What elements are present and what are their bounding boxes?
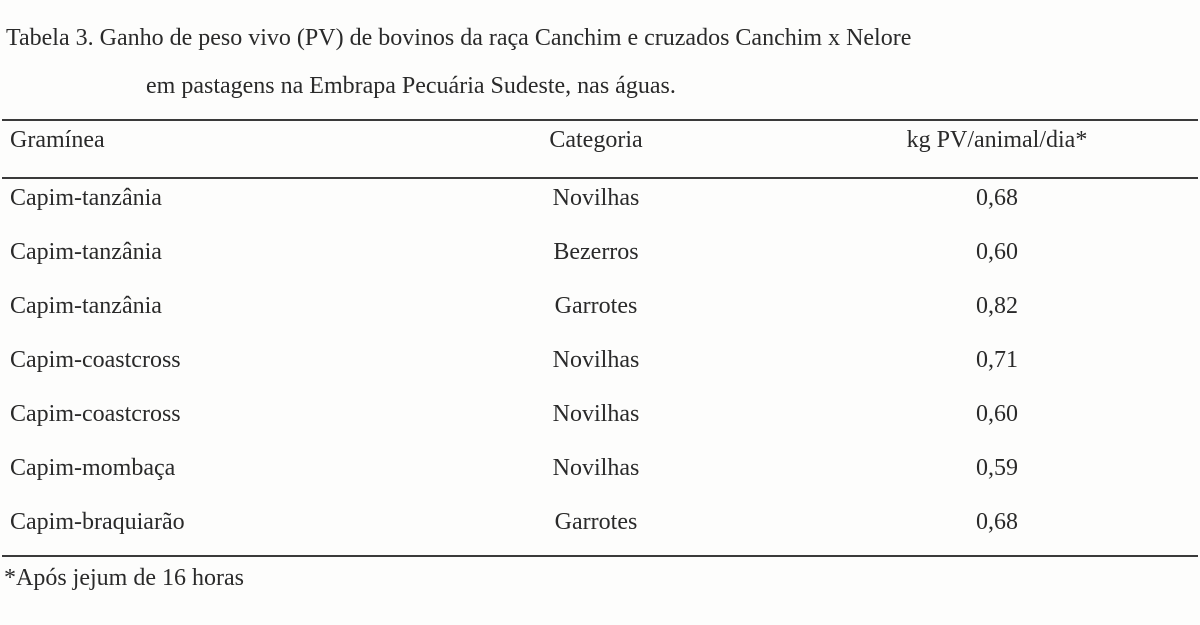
table-caption (6, 14, 1196, 110)
table-cell-ganho: 0,59 (976, 455, 1018, 481)
table-cell-ganho: 0,71 (976, 347, 1018, 373)
table-cell-categoria: Novilhas (552, 185, 640, 211)
table-cell-categoria: Novilhas (552, 455, 640, 481)
table-cell-graminea: Capim-mombaça (10, 455, 176, 481)
table-cell-ganho: 0,82 (976, 293, 1018, 319)
table-footnote: *Após jejum de 16 horas (4, 565, 244, 591)
table-cell-graminea: Capim-coastcross (10, 401, 181, 427)
table-cell-graminea: Capim-tanzânia (10, 293, 162, 319)
table-cell-categoria: Garrotes (554, 293, 638, 319)
table-cell-categoria: Novilhas (552, 401, 640, 427)
header-categoria: Categoria (549, 127, 643, 153)
table-bottom-rule (2, 555, 1198, 557)
table-cell-graminea: Capim-braquiarão (10, 509, 185, 535)
table-header-rule (2, 177, 1198, 179)
table-cell-graminea: Capim-tanzânia (10, 185, 162, 211)
table-cell-graminea: Capim-coastcross (10, 347, 181, 373)
caption-line-1: Tabela 3. Ganho de peso vivo (PV) de bovinos da raça Canchim e cruzados Canchim x Nelore (6, 25, 912, 51)
table-top-rule (2, 119, 1198, 121)
table-cell-ganho: 0,68 (976, 185, 1018, 211)
table-cell-ganho: 0,68 (976, 509, 1018, 535)
header-ganho: kg PV/animal/dia* (906, 127, 1088, 153)
table-cell-categoria: Bezerros (553, 239, 639, 265)
table-cell-categoria: Novilhas (552, 347, 640, 373)
header-graminea: Gramínea (10, 127, 105, 153)
table-cell-ganho: 0,60 (976, 239, 1018, 265)
table-cell-graminea: Capim-tanzânia (10, 239, 162, 265)
table-cell-ganho: 0,60 (976, 401, 1018, 427)
table-cell-categoria: Garrotes (554, 509, 638, 535)
caption-line-2: em pastagens na Embrapa Pecuária Sudeste, nas águas. (146, 73, 676, 99)
